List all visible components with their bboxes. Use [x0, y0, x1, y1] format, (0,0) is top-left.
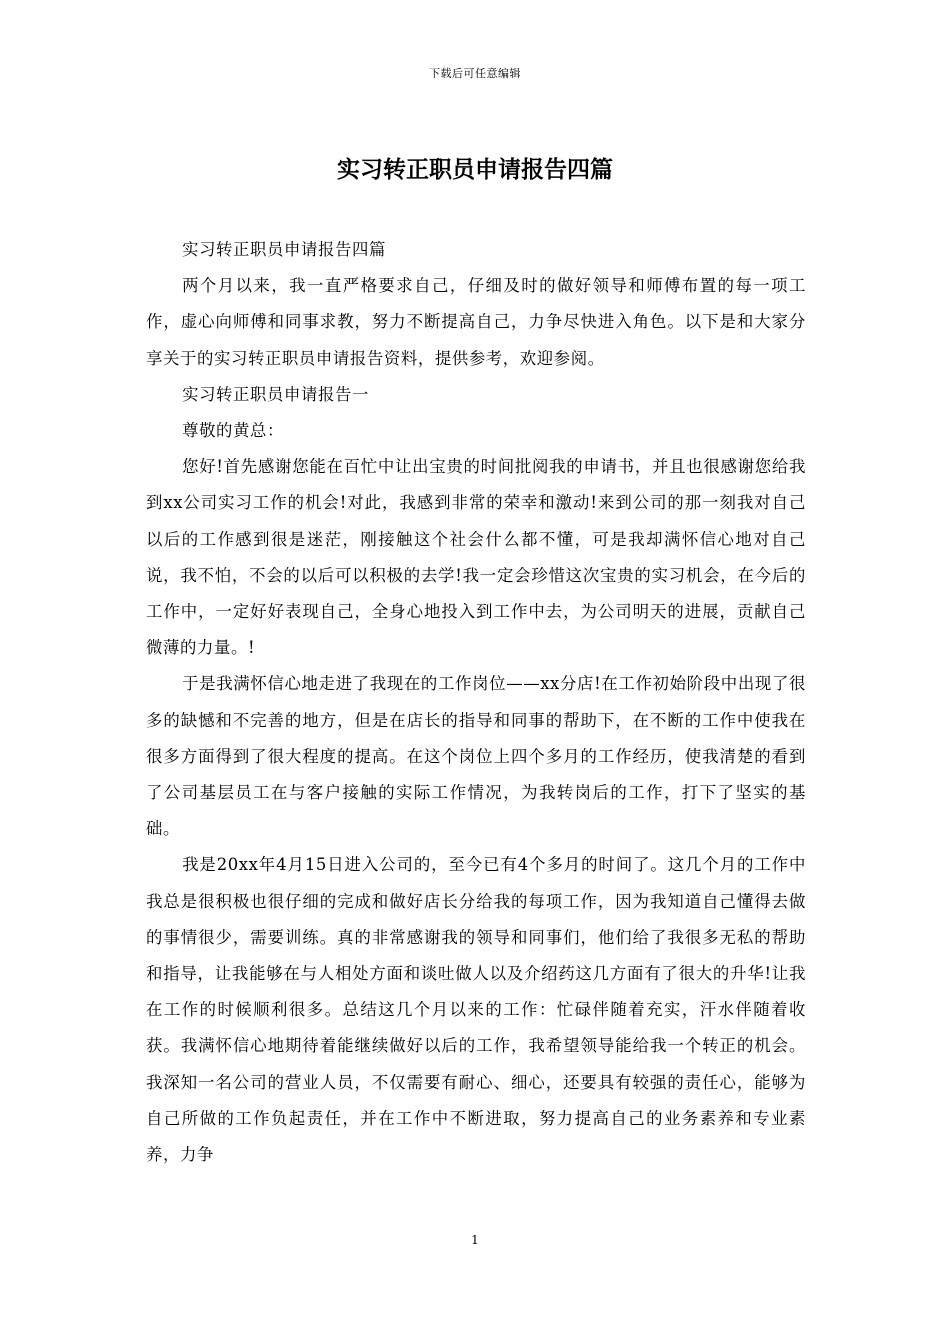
page-number: 1: [471, 1233, 479, 1247]
paragraph-body: 于是我满怀信心地走进了我现在的工作岗位——xx分店!在工作初始阶段中出现了很多的缺憾和不完善的地方，但是在店长的指导和同事的帮助下，在不断的工作中使我在很多方面得到了很大程度的提高。在这个岗位上四个多月的工作经历，使我清楚的看到了公司基层员工在与客户接触的实际工作情况，为我转岗后的工作，打下了坚实的基础。: [146, 674, 806, 839]
paragraph-body: 我是20xx年4月15日进入公司的，至今已有4个多月的时间了。这几个月的工作中我总是很积极也很仔细的完成和做好店长分给我的每项工作，因为我知道自己懂得去做的事情很少，需要训练。真的非常感谢我的领导和同事们，他们给了我很多无私的帮助和指导，让我能够在与人相处方面和谈吐做人以及介绍药这几方面有了很大的升华!让我在工作的时候顺利很多。总结这几个月以来的工作：忙碌伴随着充实，汗水伴随着收获。我满怀信心地期待着能继续做好以后的工作，我希望领导能给我一个转正的机会。我深知一名公司的营业人员，不仅需要有耐心、细心，还要具有较强的责任心，能够为自己所做的工作负起责任，并在工作中不断进取，努力提高自己的业务素养和专业素养，力争: [146, 855, 806, 1165]
header-note: 下载后可任意编辑: [429, 67, 521, 80]
document-title: 实习转正职员申请报告四篇: [337, 156, 613, 183]
paragraph-body: 您好!首先感谢您能在百忙中让出宝贵的时间批阅我的申请书，并且也很感谢您给我到xx公司实习工作的机会!对此，我感到非常的荣幸和激动!来到公司的那一刻我对自己以后的工作感到很是迷茫，刚接触这个社会什么都不懂，可是我却满怀信心地对自己说，我不怕，不会的以后可以积极的去学!我一定会珍惜这次宝贵的实习机会，在今后的工作中，一定好好表现自己，全身心地投入到工作中去，为公司明天的进展，贡献自己微薄的力量。!: [146, 457, 806, 658]
paragraph-salutation: 尊敬的黄总：: [182, 421, 285, 441]
document-body: [146, 232, 806, 1173]
paragraph-section-heading: 实习转正职员申请报告一: [182, 384, 369, 404]
paragraph-intro: 两个月以来，我一直严格要求自己，仔细及时的做好领导和师傅布置的每一项工作，虚心向师傅和同事求教，努力不断提高自己，力争尽快进入角色。以下是和大家分享关于的实习转正职员申请报告资料，提供参考，欢迎参阅。: [146, 276, 806, 368]
paragraph-subtitle: 实习转正职员申请报告四篇: [182, 240, 386, 259]
